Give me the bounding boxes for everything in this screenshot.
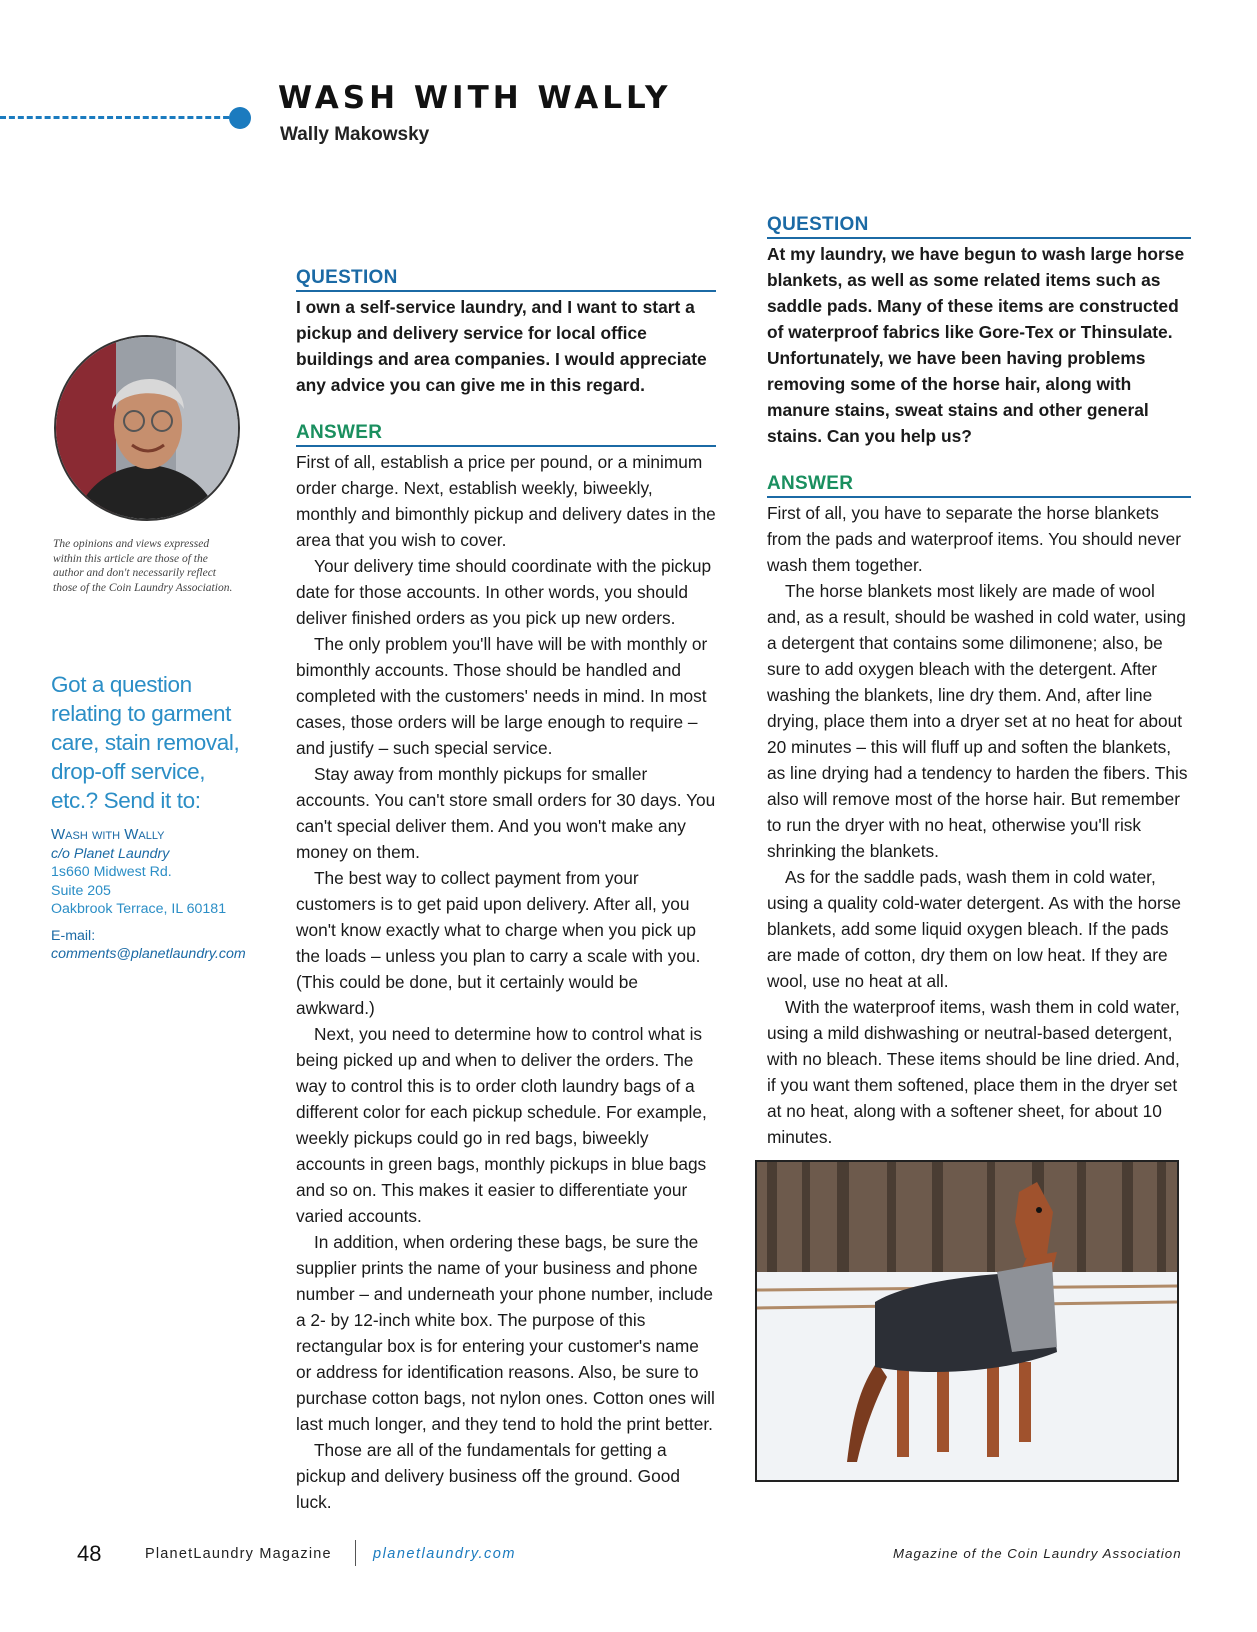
answer-paragraph: The horse blankets most likely are made of wool and, as a result, should be washed in cold water, using a detergent that contains some dilimonene; also, be sure to add oxygen bleach with the detergent. After washing the blankets, line dry them. And, after line drying, place them into a dryer set at no heat for about 20 minutes – this will fluff up and soften the blankets, as line drying had a tendency to harden the fibers. This also will remove most of the horse hair. But remember to run the dryer with no heat, otherwise you'll risk shrinking the blankets. xyxy=(767,581,1188,861)
page-number: 48 xyxy=(77,1541,102,1566)
disclaimer: The opinions and views expressed within this article are those of the author and don't necessarily reflect those of the Coin Laundry Association. xyxy=(53,538,233,594)
association-tagline: Magazine of the Coin Laundry Association xyxy=(893,1546,1182,1561)
answer-paragraph: Stay away from monthly pickups for smaller accounts. You can't store small orders for 30 days. You can't special deliver them. And you won't make any money on them. xyxy=(296,764,716,862)
answer-body xyxy=(296,449,716,1515)
answer-paragraph: The only problem you'll have will be with monthly or bimonthly accounts. Those should be handled and completed with the customers' needs in mind. In most cases, those orders will be large enough to require – and justify – such special service. xyxy=(296,634,708,758)
question-text: At my laundry, we have begun to wash large horse blankets, as well as some related items such as saddle pads. Many of these items are constructed of waterproof fabrics like Gore-Tex or Thinsulate. Unfortunately, we have been having problems removing some of the horse hair, along with manure stains, sweat stains and other general stains. Can you help us? xyxy=(767,244,1185,446)
answer-paragraph: Your delivery time should coordinate with the pickup date for those accounts. In other words, you should deliver finished orders as you pick up new orders. xyxy=(296,556,712,628)
mailing-address xyxy=(51,826,266,964)
answer-paragraph: The best way to collect payment from your customers is to get paid upon delivery. After all, you won't know exactly what to charge when you pick up the loads – unless you plan to carry a scale with you. (This could be done, but it certainly would be awkward.) xyxy=(296,868,701,1018)
footer-divider xyxy=(355,1540,356,1566)
answer-paragraph: In addition, when ordering these bags, be sure the supplier prints the name of your business and phone number – and underneath your phone number, include a 2- by 12-inch white box. The purpose of this rectangular box is for entering your customer's name or address for identification reasons. Also, be sure to purchase cotton bags, not nylon ones. Cotton ones will last much longer, and they tend to hold the print better. xyxy=(296,1232,715,1434)
article-2 xyxy=(767,214,1191,1150)
article-1 xyxy=(296,267,716,1515)
author-portrait xyxy=(54,335,240,521)
website-link[interactable]: planetlaundry.com xyxy=(373,1546,516,1562)
answer-paragraph: First of all, establish a price per pound, or a minimum order charge. Next, establish weekly, biweekly, monthly and bimonthly pickup and delivery dates in the area that you wish to cover. xyxy=(296,452,716,550)
question-heading: QUESTION xyxy=(767,214,1191,239)
answer-paragraph: Those are all of the fundamentals for getting a pickup and delivery business off the ground. Good luck. xyxy=(296,1440,680,1512)
answer-paragraph: Next, you need to determine how to control what is being picked up and when to deliver the orders. The way to control this is to order cloth laundry bags of a different color for each pickup schedule. For example, weekly pickups could go in red bags, biweekly accounts in green bags, monthly pickups in blue bags and so on. This makes it easier to differentiate your varied accounts. xyxy=(296,1024,707,1226)
answer-body xyxy=(767,500,1191,1150)
email-link[interactable]: comments@planetlaundry.com xyxy=(51,946,246,962)
question-text: I own a self-service laundry, and I want to start a pickup and delivery service for local office buildings and area companies. I would appreciate any advice you can give me in this regard. xyxy=(296,297,707,395)
answer-paragraph: As for the saddle pads, wash them in cold water, using a quality cold-water detergent. As with the horse blankets, add some liquid oxygen bleach. If the pads are made of cotton, dry them on low heat. If they are wool, use no heat at all. xyxy=(767,867,1182,991)
answer-paragraph: With the waterproof items, wash them in cold water, using a mild dishwashing or neutral-based detergent, with no bleach. These items should be line dried. And, if you want them softened, place them in the dryer set at no heat, along with a softener sheet, for about 10 minutes. xyxy=(767,997,1180,1147)
answer-paragraph: First of all, you have to separate the horse blankets from the pads and waterproof items. You should never wash them together. xyxy=(767,503,1182,575)
author-name: Wally Makowsky xyxy=(280,124,430,145)
horse-photo xyxy=(755,1160,1179,1482)
email-label: E-mail: xyxy=(51,927,96,944)
column-title: WASH WITH WALLY xyxy=(278,80,672,116)
address-suite: Suite 205 xyxy=(51,882,111,899)
magazine-name: PlanetLaundry Magazine xyxy=(145,1546,332,1562)
question-cta: Got a question relating to garment care, stain removal, drop-off service, etc.? Send it to: xyxy=(51,672,240,813)
header-dotted-rule xyxy=(0,116,238,119)
address-co: c/o Planet Laundry xyxy=(51,845,170,862)
address-street: 1s660 Midwest Rd. xyxy=(51,864,172,880)
answer-heading: ANSWER xyxy=(767,473,1191,498)
address-name: Wash with Wally xyxy=(51,826,165,843)
address-city: Oakbrook Terrace, IL 60181 xyxy=(51,901,227,917)
header-dot xyxy=(229,107,251,129)
question-heading: QUESTION xyxy=(296,267,716,292)
answer-heading: ANSWER xyxy=(296,422,716,447)
